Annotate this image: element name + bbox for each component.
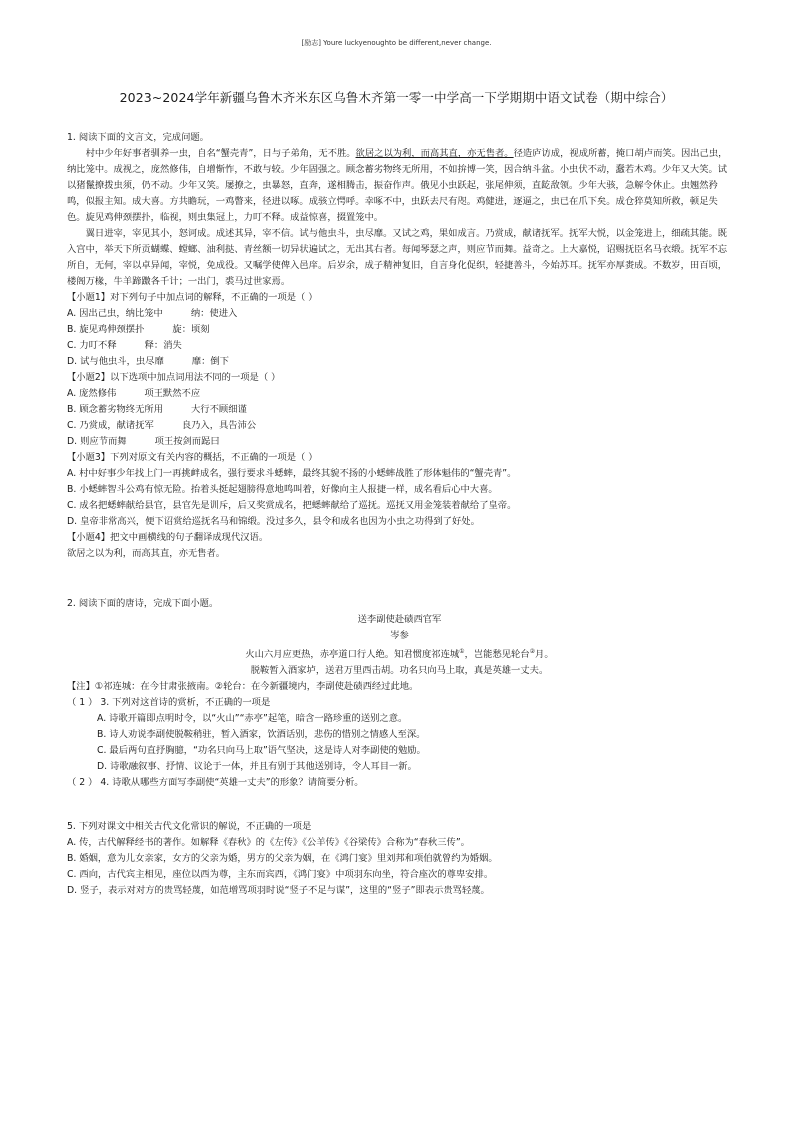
option-text: 因出己虫，纳比笼中 [79,308,163,319]
option-text: 婚姻，意为儿女亲家，女方的父亲为婚，男方的父亲为姻，在《鸿门宴》里刘邦和项伯就曾约为婚姻。 [79,853,498,865]
q2-sub1-option-c [67,743,732,759]
exam-content [67,130,732,899]
option-text: 村中好事少年找上门一再挑衅成名，强行要求斗蟋蟀，最终其貌不扬的小蟋蟀战胜了形体魁伟的“蟹壳青”。 [79,468,517,479]
option-text: 诗人劝说李副使脱鞍稍驻，暂入酒家，饮酒话别，悲伤的惜别之情感人至深。 [109,729,426,741]
q1-sub3-option-a [67,466,732,482]
q1-sub1-option-a [67,306,732,322]
poem-line-1 [67,644,732,663]
option-label: D. [67,356,78,367]
option-label: B. [67,324,77,335]
option-text: 顾念蓄劣物终无所用 [79,404,163,415]
poem-text: 火山六月应更热，赤亭道口行人绝。知君惯度祁连城 [245,649,460,661]
q1-sub3-option-d [67,514,732,530]
q1-passage-paragraph-1 [67,146,732,226]
q1-sub3-option-c [67,498,732,514]
option-label: D. [67,436,78,447]
option-gloss: 旋：顷刻 [172,324,210,335]
option-label: B. [67,484,77,495]
q5-option-c [67,867,732,883]
option-label: B. [67,404,77,415]
q1-sub2-option-a [67,386,732,402]
option-text: 诗歌开篇即点明时令，以“火山”“赤亭”起笔，暗含一路珍重的送别之意。 [109,713,408,725]
q2-sub1-option-b [67,727,732,743]
option-gloss: 大行不顾细谨 [191,404,247,415]
header-motto: [励志] Youre luckyenoughto be different,never change. [301,39,492,47]
q5-option-a [67,835,732,851]
option-text: 皇帝非常高兴，便下诏赏给巡抚名马和锦缎。没过多久，县令和成名也因为小虫之功得到了好处。 [80,516,480,527]
poem-text: 月。 [535,649,554,661]
option-text: 诗歌融叙事、抒情、议论于一体，并且有别于其他送别诗，令人耳目一新。 [110,761,417,773]
option-text: 则应节而舞 [80,436,127,447]
q2-prompt: 2. 阅读下面的唐诗，完成下面小题。 [67,598,219,609]
option-text: 试与他虫斗，虫尽靡 [80,356,164,367]
q2-sub2-stem: （ 2 ） 4. 诗歌从哪些方面写李副使“英雄一丈夫”的形象？请简要分析。 [67,777,364,789]
option-label: C. [67,869,77,881]
q2-sub1-option-a [67,711,732,727]
q1-sub3-stem: 【小题3】下列对原文有关内容的概括，不正确的一项是（ ） [67,452,318,463]
option-text: 乃赏成，献诸抚军 [79,420,154,431]
q5-stem: 5. 下列对课文中相关古代文化常识的解说，不正确的一项是 [67,821,312,833]
option-text: 最后两句直抒胸臆，“功名只向马上取”语气坚决，这是诗人对李副使的勉励。 [109,745,426,757]
q1-sub2-option-c [67,418,732,434]
option-label: A. [67,388,77,399]
option-label: D. [67,885,78,897]
option-gloss: 项王按剑而跽曰 [154,436,220,447]
q1-sub2-stem: 【小题2】以下选项中加点词用法不同的一项是（ ） [67,372,281,383]
option-label: A. [67,837,77,849]
option-label: A. [67,308,77,319]
option-gloss: 靡：倒下 [191,356,229,367]
q1-sub1-stem: 【小题1】对下列句子中加点词的解释，不正确的一项是（ ） [67,292,318,303]
option-label: A. [97,713,107,725]
q1-sub1-option-d [67,354,732,370]
option-text: 力叮不释 [79,340,117,351]
option-gloss: 项王默然不应 [144,388,201,399]
option-label: B. [97,729,107,741]
poem-author: 岑参 [390,630,409,641]
option-text: 庞然修伟 [79,388,117,399]
q1-sub3-option-b [67,482,732,498]
option-label: D. [97,761,108,773]
q1-sub4-stem: 【小题4】把文中画横线的句子翻译成现代汉语。 [67,532,269,543]
option-text: 旋见鸡伸颈摆扑 [79,324,145,335]
option-label: C. [67,340,77,351]
poem-line-2: 脱鞍暂入酒家垆，送君万里西击胡。功名只向马上取，真是英雄一丈夫。 [250,665,549,677]
q5-option-d [67,883,732,899]
footnote-marker: ① [459,648,465,655]
q1-underlined-sentence: 欲居之以为利，而高其直，亦无售者。 [355,148,514,159]
option-text: 传，古代解释经书的著作。如解释《春秋》的《左传》《公羊传》《谷梁传》合称为“春秋三传”。 [79,837,470,849]
option-label: C. [97,745,107,757]
q2-sub1-stem: （ 1 ） 3. 下列对这首诗的赏析，不正确的一项是 [67,697,271,709]
poem-note: 【注】①祁连城：在今甘肃张掖南。②轮台：在今新疆境内，李副使赴碛西经过此地。 [67,681,419,693]
option-label: B. [67,853,77,865]
option-gloss: 良乃入，具告沛公 [181,420,257,431]
footnote-marker: ② [529,648,536,655]
option-gloss: 释：消失 [144,340,182,351]
option-text: 西向，古代宾主相见，座位以西为尊，主东而宾西，《鸿门宴》中项羽东向坐，符合座次的尊卑安排。 [79,869,494,881]
option-text: 成名把蟋蟀献给县官，县官先是训斥，后又奖赏成名，把蟋蟀献给了巡抚。巡抚又用金笼装着献给了皇帝。 [79,500,517,511]
q5-option-b [67,851,732,867]
poem-text: ，岂能愁见轮台 [464,649,530,661]
option-text: 小蟋蟀智斗公鸡有惊无险。抬着头挺起翅膀得意地鸣叫着，好像向主人报捷一样，成名看后心中大喜。 [79,484,498,495]
q1-sub1-option-c [67,338,732,354]
page-title: 2023~2024学年新疆乌鲁木齐米东区乌鲁木齐第一零一中学高一下学期期中语文试卷（期中综合） [119,90,674,105]
option-gloss: 纳：使进入 [190,308,238,319]
q2-sub1-option-d [67,759,732,775]
option-text: 竖子，表示对对方的贵骂轻蔑，如范增骂项羽时说“竖子不足与谋”，这里的“竖子”即表示贵骂轻蔑。 [80,885,490,897]
q1-passage-paragraph-2: 翼日进宰，宰见其小，怒诃成。成述其异，宰不信。试与他虫斗，虫尽靡。又试之鸡，果如成言。乃赏成，献诸抚军。抚军大悦，以金笼进上，细疏其能。既入宫中，举天下所贡蝴蝶、螳螂、油利挞、青丝额一切异状遍试之，无出其右者。每闻琴瑟之声，则应节而舞。益奇之。上大嘉悦，诏赐抚臣名马衣缎。抚军不忘所自，无何，宰以卓异闻，宰悦，免成役。又嘱学使俾入邑庠。后岁余，成子精神复旧，自言身化促织，轻捷善斗，今始苏耳。抚军亦厚赉成。不数岁，田百顷，楼阁万椽，牛羊蹄躈各千计；一出门，裘马过世家焉。 [67,228,728,287]
option-label: A. [67,468,77,479]
option-label: C. [67,420,77,431]
q1-passage-text: 村中少年好事者驯养一虫，自名“蟹壳青”，日与子弟角，无不胜。 [85,148,356,159]
option-label: D. [67,516,78,527]
q1-prompt: 1. 阅读下面的文言文，完成问题。 [67,132,209,143]
q1-sub4-sentence: 欲居之以为利，而高其直，亦无售者。 [67,548,226,559]
option-label: C. [67,500,77,511]
q1-sub2-option-b [67,402,732,418]
q1-sub1-option-b [67,322,732,338]
q1-passage-text: 径造庐访成，视成所蓄，掩口胡卢而笑。因出己虫，纳比笼中。成视之，庞然修伟，自增惭怍，不敢与较。少年固强之。顾念蓄劣物终无所用，不如拚博一笑，因合纳斗盆。小虫伏不动，蠢若木鸡。少年又大笑。试以猪鬣撩拨虫须，仍不动。少年又笑。屡撩之，虫暴怒，直奔，遂相腾击，振奋作声。俄见小虫跃起，张尾伸须，直龁敌领。少年大骇，急解令休止。虫翘然矜鸣，似报主知。成大喜。方共瞻玩，一鸡瞥来，径进以啄。成骇立愕呼。幸啄不中，虫跃去尺有咫。鸡健进，逐逼之，虫已在爪下矣。成仓猝莫知所救，顿足失色。旋见鸡伸颈摆扑，临视，则虫集冠上，力叮不释。成益惊喜，掇置笼中。 [67,148,728,223]
q1-sub2-option-d [67,434,732,450]
poem-title: 送李副使赴碛西官军 [357,614,442,625]
